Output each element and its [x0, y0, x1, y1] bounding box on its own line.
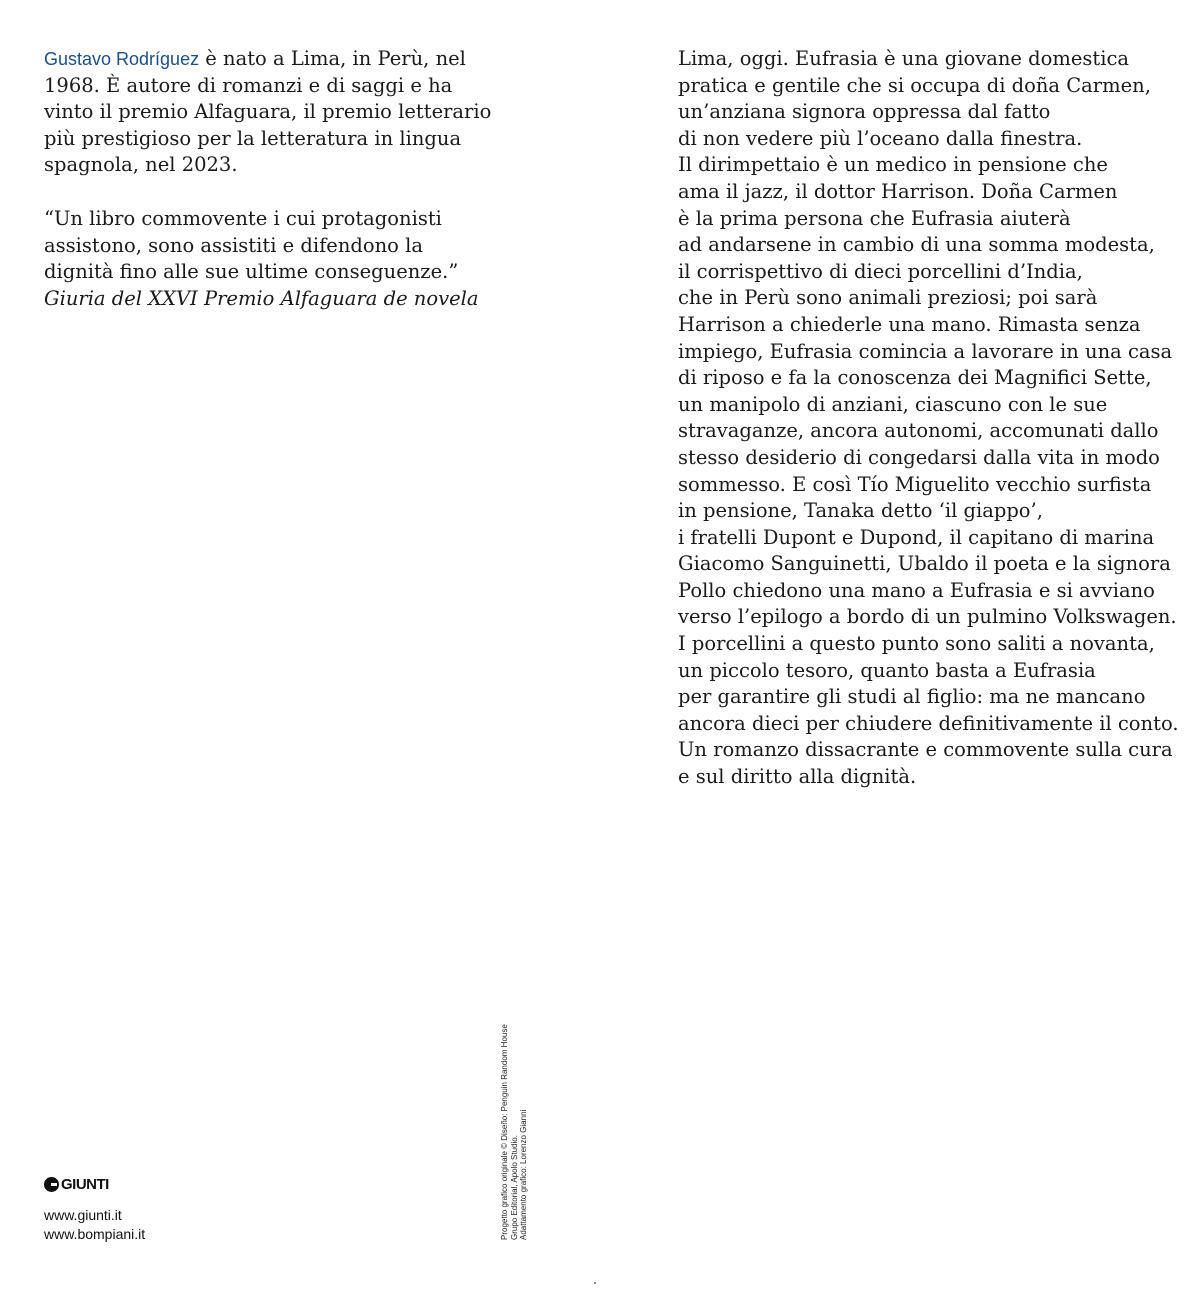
- synopsis-line: Lima, oggi. Eufrasia è una giovane domestica: [678, 47, 1130, 70]
- author-bio: [44, 46, 494, 179]
- synopsis-line: i fratelli Dupont e Dupond, il capitano di marina: [678, 525, 1155, 549]
- synopsis-line: il corrispettivo di dieci porcellini d’India,: [678, 259, 1083, 283]
- synopsis-line: per garantire gli studi al figlio: ma ne mancano: [678, 685, 1146, 709]
- publisher-websites: [44, 1206, 145, 1243]
- credit-line: Grupo Editorial, Apolo Studio.: [509, 1135, 519, 1240]
- synopsis-line: Harrison a chiederle una mano. Rimasta senza: [678, 312, 1141, 336]
- giunti-logo-icon: [44, 1177, 59, 1192]
- synopsis-line: I porcellini a questo punto sono saliti a novanta,: [678, 632, 1155, 656]
- synopsis-line: un manipolo di anziani, ciascuno con le sue: [678, 392, 1108, 416]
- synopsis-line: in pensione, Tanaka detto ‘il giappo’,: [678, 499, 1043, 523]
- synopsis-line: ad andarsene in cambio di una somma modesta,: [678, 233, 1155, 257]
- jury-quote-block: [44, 206, 494, 312]
- synopsis-line: ancora dieci per chiudere definitivamente il conto.: [678, 711, 1179, 735]
- author-name: Gustavo Rodríguez: [44, 49, 200, 69]
- credit-line: Adattamento grafico: Lorenzo Gianni: [519, 1109, 529, 1240]
- synopsis-line: un piccolo tesoro, quanto basta a Eufrasia: [678, 658, 1096, 682]
- book-synopsis: [678, 46, 1179, 791]
- synopsis-line: Giacomo Sanguinetti, Ubaldo il poeta e la signora: [678, 552, 1171, 576]
- design-credits: [500, 980, 529, 1240]
- synopsis-line: sommesso. E così Tío Miguelito vecchio surfista: [678, 472, 1152, 496]
- synopsis-line: Pollo chiedono una mano a Eufrasia e si avviano: [678, 578, 1155, 602]
- synopsis-line: Il dirimpettaio è un medico in pensione che: [678, 153, 1108, 177]
- website-link-giunti[interactable]: www.giunti.it: [44, 1207, 122, 1223]
- synopsis-line: stesso desiderio di congedarsi dalla vita in modo: [678, 445, 1160, 469]
- synopsis-line: Un romanzo dissacrante e commovente sulla cura: [678, 738, 1173, 762]
- synopsis-line: verso l’epilogo a bordo di un pulmino Volkswagen.: [678, 605, 1177, 629]
- publisher-logo-text: GIUNTI: [61, 1176, 109, 1193]
- synopsis-line: impiego, Eufrasia comincia a lavorare in una casa: [678, 339, 1173, 363]
- synopsis-line: che in Perù sono animali preziosi; poi sarà: [678, 286, 1098, 310]
- synopsis-line: pratica e gentile che si occupa di doña Carmen,: [678, 73, 1151, 97]
- publisher-logo: [44, 1176, 109, 1193]
- synopsis-line: ama il jazz, il dottor Harrison. Doña Carmen: [678, 179, 1118, 203]
- synopsis-line: e sul diritto alla dignità.: [678, 765, 917, 789]
- author-bio-text: è nato a Lima, in Perù, nel 1968. È autore di romanzi e di saggi e ha vinto il premio Alfaguara, il premio letterario più prestigioso per la letteratura in lingua spagnola, nel 2023.: [44, 47, 492, 177]
- credit-line: Progetto grafico originale © Diseño: Penguin Random House: [500, 1024, 509, 1240]
- jury-quote-source: Giuria del XXVI Premio Alfaguara de novela: [44, 286, 479, 310]
- website-link-bompiani[interactable]: www.bompiani.it: [44, 1225, 146, 1242]
- fold-mark: [594, 1282, 596, 1284]
- synopsis-line: un’anziana signora oppressa dal fatto: [678, 100, 1051, 124]
- synopsis-line: di riposo e fa la conoscenza dei Magnifici Sette,: [678, 366, 1152, 390]
- synopsis-line: stravaganze, ancora autonomi, accomunati dallo: [678, 419, 1159, 443]
- synopsis-line: è la prima persona che Eufrasia aiuterà: [678, 206, 1071, 230]
- jury-quote: “Un libro commovente i cui protagonisti assistono, sono assistiti e difendono la dignità fino alle sue ultime conseguenze.”: [44, 207, 459, 284]
- synopsis-line: di non vedere più l’oceano dalla finestra.: [678, 126, 1083, 150]
